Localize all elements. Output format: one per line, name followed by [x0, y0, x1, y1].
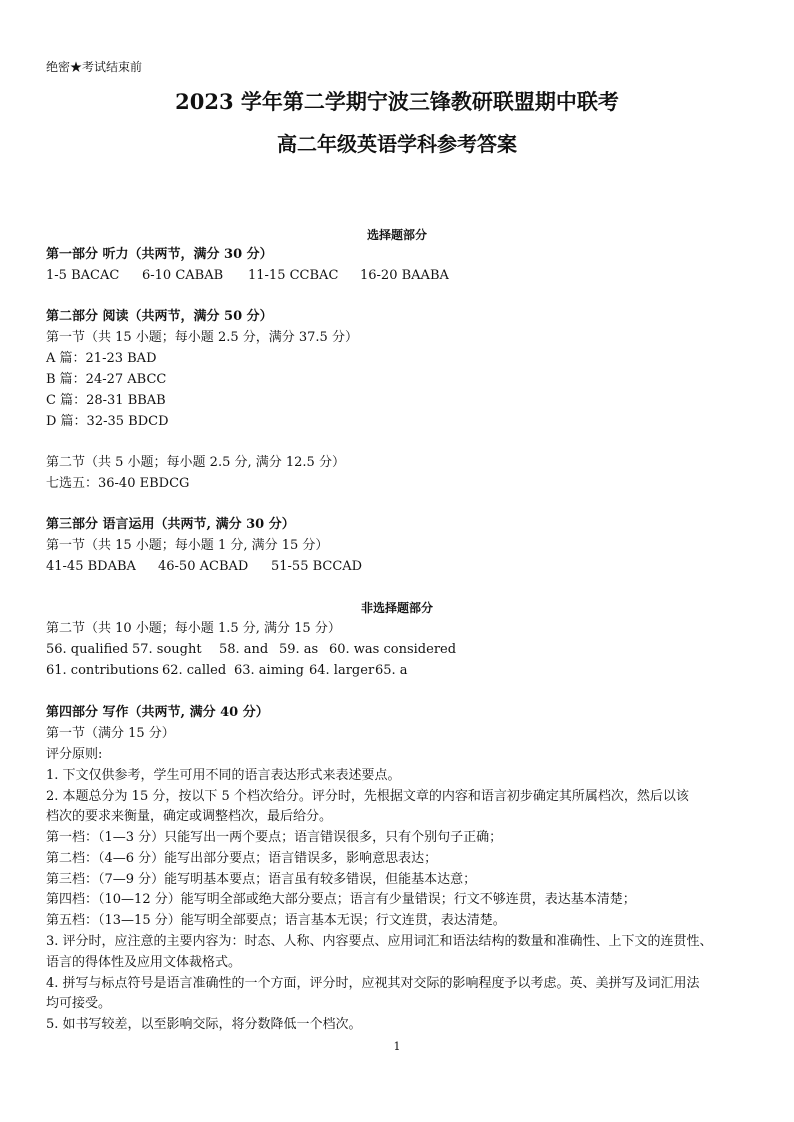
- answer-group: 46-50 ACBAD: [158, 559, 249, 574]
- part1-heading: 第一部分 听力（共两节，满分 30 分）: [46, 247, 273, 262]
- principle-1: 1. 下文仅供参考，学生可用不同的语言表达形式来表述要点。: [46, 768, 401, 783]
- scoring-principles-label: 评分原则:: [46, 747, 103, 762]
- part4-section1: 第一节（满分 15 分）: [46, 726, 175, 741]
- fill-in-answer: 58. and: [219, 642, 269, 657]
- part3-heading: 第三部分 语言运用（共两节, 满分 30 分）: [46, 517, 295, 532]
- fill-in-answer: 64. larger: [309, 663, 375, 678]
- grade-level-5: 第五档：（13—15 分）能写明全部要点；语言基本无误；行文连贯，表达清楚。: [46, 913, 506, 928]
- answer-group: 11-15 CCBAC: [248, 268, 339, 283]
- answer-group: 6-10 CABAB: [142, 268, 224, 283]
- fill-in-answer: 63. aiming: [234, 663, 304, 678]
- answer-group: 1-5 BACAC: [46, 268, 120, 283]
- principle-3-line1: 3. 评分时，应注意的主要内容为：时态、人称、内容要点、应用词汇和语法结构的数量和准确性、上下文的连贯性、: [46, 934, 713, 949]
- grade-level-2: 第二档：（4—6 分）能写出部分要点；语言错误多，影响意思表达；: [46, 851, 438, 866]
- principle-4-line2: 均可接受。: [46, 996, 112, 1011]
- principle-2-line1: 2. 本题总分为 15 分，按以下 5 个档次给分。评分时，先根据文章的内容和语言初步确定其所属档次，然后以该: [46, 789, 689, 804]
- nonchoice-section-title: 非选择题部分: [360, 601, 433, 615]
- page-subtitle: 高二年级英语学科参考答案: [277, 132, 517, 156]
- fill-in-answer: 62. called: [162, 663, 227, 678]
- answer-group: 51-55 BCCAD: [271, 559, 363, 574]
- part3-answers: [46, 557, 362, 577]
- fill-in-answers-row1: [46, 640, 456, 660]
- grade-level-1: 第一档：（1—3 分）只能写出一两个要点；语言错误很多，只有个别句子正确；: [46, 830, 503, 845]
- fill-in-answer: 65. a: [375, 663, 408, 678]
- part2-section2: 第二节（共 5 小题；每小题 2.5 分, 满分 12.5 分）: [46, 455, 345, 470]
- part2-heading: 第二部分 阅读（共两节，满分 50 分）: [46, 309, 273, 324]
- page-title: 2023 学年第二学期宁波三锋教研联盟期中联考: [175, 89, 619, 114]
- choice-section-title: 选择题部分: [366, 228, 427, 242]
- part1-answers: [46, 266, 449, 286]
- passage-b-answers: B 篇：24-27 ABCC: [46, 372, 167, 387]
- part3-section1: 第一节（共 15 小题；每小题 1 分, 满分 15 分）: [46, 538, 329, 553]
- answer-group: 16-20 BAABA: [360, 268, 449, 283]
- principle-4-line1: 4. 拼写与标点符号是语言准确性的一个方面，评分时，应视其对交际的影响程度予以考虑。英、美拼写及词汇用法: [46, 976, 700, 991]
- fill-in-answer: 57. sought: [132, 642, 202, 657]
- fill-in-answers-row2: [46, 661, 408, 681]
- grade-level-3: 第三档：（7—9 分）能写明基本要点；语言虽有较多错误，但能基本达意；: [46, 872, 477, 887]
- passage-a-answers: A 篇：21-23 BAD: [46, 351, 157, 366]
- principle-5: 5. 如书写较差，以至影响交际，将分数降低一个档次。: [46, 1017, 362, 1032]
- fill-in-answer: 61. contributions: [46, 663, 159, 678]
- principle-2-line2: 档次的要求来衡量，确定或调整档次，最后给分。: [46, 809, 333, 824]
- part2-section1: 第一节（共 15 小题；每小题 2.5 分，满分 37.5 分）: [46, 330, 358, 345]
- part4-heading: 第四部分 写作（共两节, 满分 40 分）: [46, 705, 269, 720]
- part3-section2-heading: 第二节（共 10 小题；每小题 1.5 分, 满分 15 分）: [46, 621, 341, 636]
- grade-level-4: 第四档：（10—12 分）能写明全部或绝大部分要点；语言有少量错误；行文不够连贯，表达基本清楚；: [46, 892, 636, 907]
- fill-in-answer: 60. was considered: [329, 642, 457, 657]
- answer-group: 41-45 BDABA: [46, 559, 136, 574]
- fill-in-answer: 56. qualified: [46, 642, 129, 657]
- passage-d-answers: D 篇：32-35 BDCD: [46, 414, 169, 429]
- fill-in-answer: 59. as: [279, 642, 319, 657]
- principle-3-line2: 语言的得体性及应用文体裁格式。: [46, 955, 242, 970]
- page-number: 1: [393, 1040, 401, 1053]
- seven-choose-five-answers: 七选五：36-40 EBDCG: [46, 476, 190, 491]
- confidential-label: 绝密★考试结束前: [46, 60, 143, 74]
- passage-c-answers: C 篇：28-31 BBAB: [46, 393, 166, 408]
